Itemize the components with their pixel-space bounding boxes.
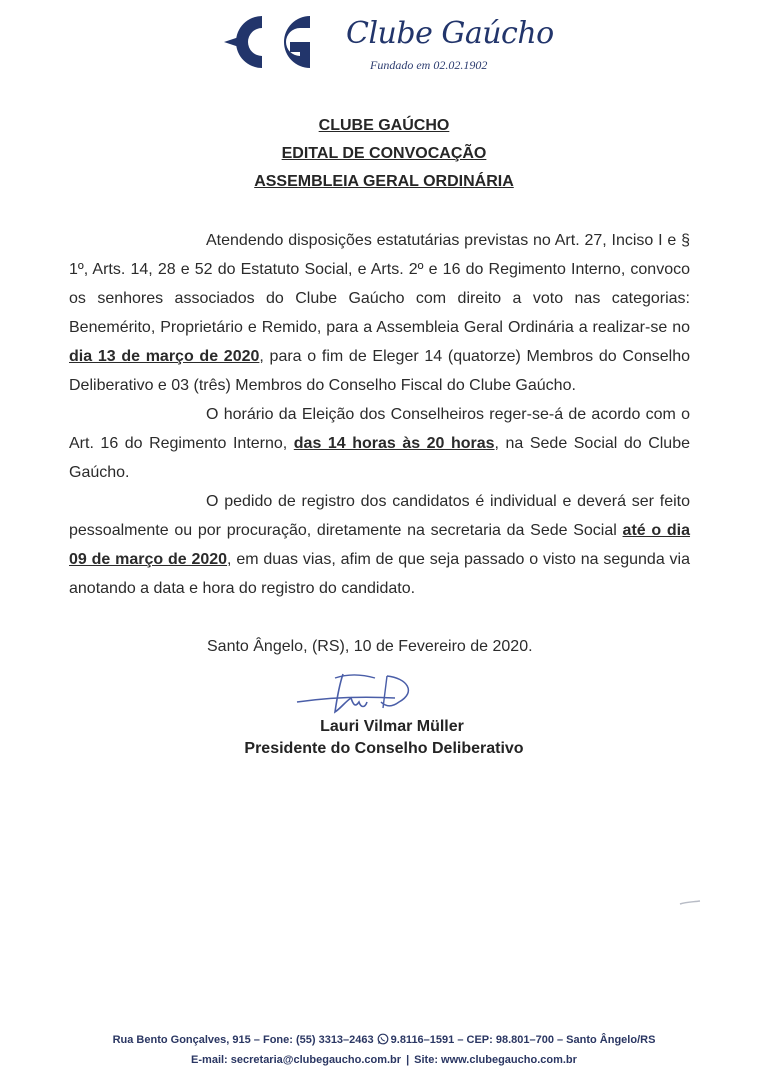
signer-name: Lauri Vilmar Müller bbox=[320, 718, 464, 735]
footer-address-phone: Rua Bento Gonçalves, 915 – Fone: (55) 3313–2463 bbox=[112, 1034, 374, 1046]
footer-contact bbox=[0, 1030, 768, 1070]
club-script-name: Clube Gaúcho bbox=[346, 16, 554, 51]
paragraph-election-hours bbox=[69, 400, 690, 487]
paragraph3-text-b: , em duas vias, afim de que seja passado o visto na segunda via anotando a data e hora do registro do candidato. bbox=[69, 551, 690, 597]
signer-block bbox=[0, 716, 768, 760]
title-notice: EDITAL DE CONVOCAÇÃO bbox=[281, 145, 487, 162]
founded-date: Fundado em 02.02.1902 bbox=[370, 58, 488, 72]
footer-email: E-mail: secretaria@clubegaucho.com.br bbox=[191, 1054, 402, 1066]
footer-site: Site: www.clubegaucho.com.br bbox=[414, 1054, 577, 1066]
document-titles bbox=[0, 112, 768, 196]
footer-line-web bbox=[0, 1050, 768, 1070]
paragraph2-text-b: , na Sede Social do Clube Gaúcho. bbox=[69, 435, 691, 481]
registration-deadline: até o dia 09 de março de 2020 bbox=[69, 522, 691, 568]
paragraph-convocation bbox=[69, 226, 690, 400]
title-assembly: ASSEMBLEIA GERAL ORDINÁRIA bbox=[254, 173, 514, 190]
paragraph1-text-a: Atendendo disposições estatutárias previstas no Art. 27, Inciso I e § 1º, Arts. 14, 28 e 52 do Estatuto Social, e Arts. 2º e 16 do Regimento Interno, convoco os senhores associados do Clube Gaúcho com direito a voto nas categorias: Benemérito, Proprietário e Remido, para a Assembleia Geral Ordinária a realizar-se no bbox=[69, 232, 690, 336]
notice-body bbox=[69, 226, 690, 603]
election-hours: das 14 horas às 20 horas bbox=[293, 435, 495, 452]
place-date-line: Santo Ângelo, (RS), 10 de Fevereiro de 2020. bbox=[207, 638, 533, 655]
paragraph-registration bbox=[69, 487, 690, 603]
footer-separator: | bbox=[406, 1054, 410, 1066]
signer-title: Presidente do Conselho Deliberativo bbox=[244, 740, 524, 757]
footer-mobile-cep: 9.8116–1591 – CEP: 98.801–700 – Santo Ângelo/RS bbox=[390, 1034, 656, 1046]
assembly-date: dia 13 de março de 2020 bbox=[69, 348, 260, 365]
scan-speck bbox=[678, 898, 702, 908]
paragraph2-text-a: O horário da Eleição dos Conselheiros reger-se-á de acordo com o Art. 16 do Regimento Interno, bbox=[69, 406, 690, 452]
footer-line-address bbox=[0, 1030, 768, 1050]
whatsapp-icon bbox=[377, 1033, 389, 1045]
paragraph1-text-b: , para o fim de Eleger 14 (quatorze) Membros do Conselho Deliberativo e 03 (três) Membros do Conselho Fiscal do Clube Gaúcho. bbox=[69, 348, 690, 394]
title-club-name: CLUBE GAÚCHO bbox=[318, 117, 450, 134]
paragraph3-text-a: O pedido de registro dos candidatos é individual e deverá ser feito pessoalmente ou por procuração, diretamente na secretaria da Sede Social bbox=[69, 493, 690, 539]
cg-monogram-logo-icon bbox=[222, 6, 342, 78]
letterhead bbox=[222, 6, 552, 84]
